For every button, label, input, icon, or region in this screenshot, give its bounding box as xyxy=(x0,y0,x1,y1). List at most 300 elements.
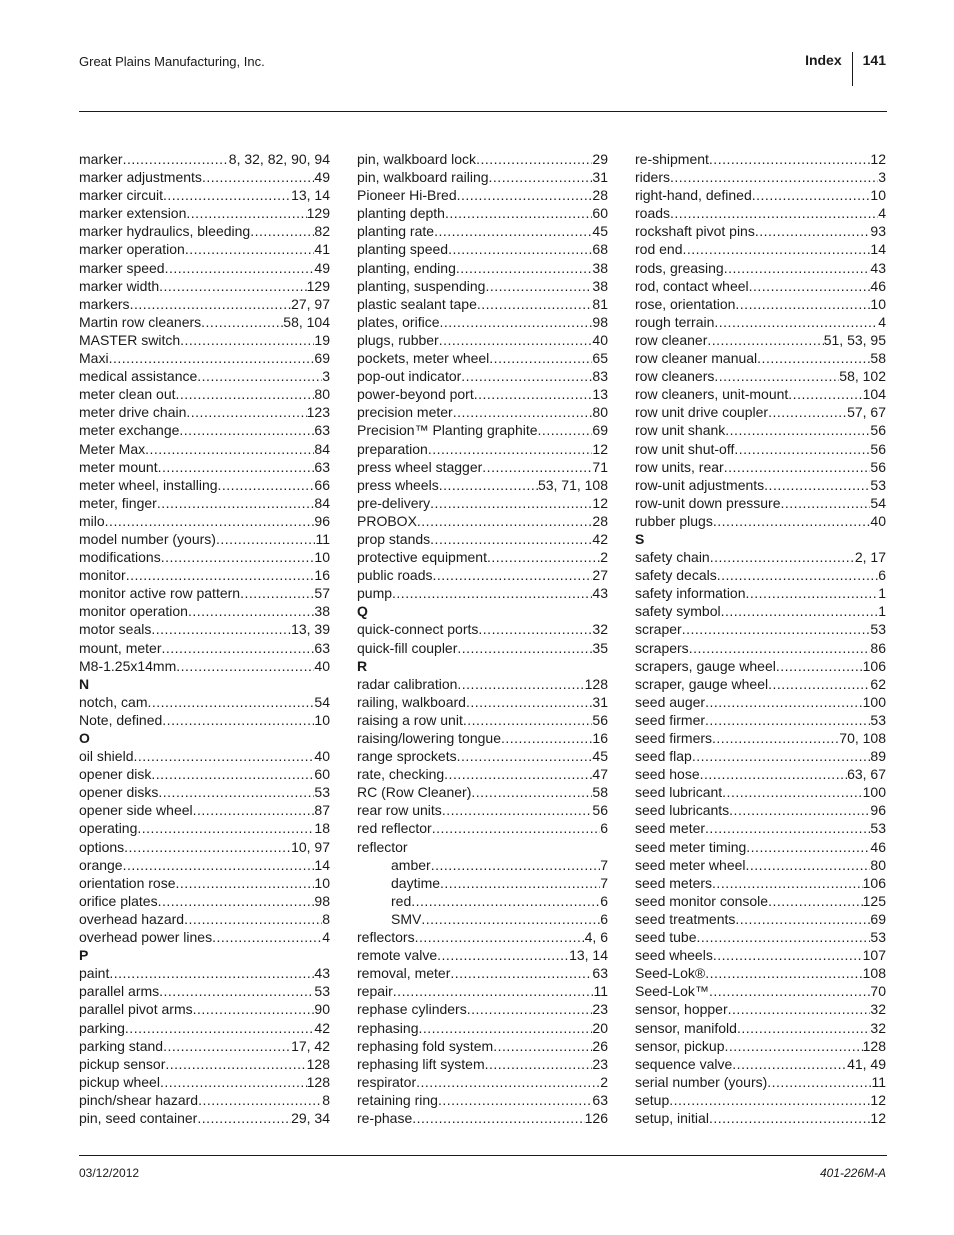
index-entry xyxy=(79,801,330,819)
dot-leader xyxy=(456,259,593,277)
dot-leader xyxy=(682,240,870,258)
index-page-refs: 43 xyxy=(870,259,886,276)
index-entry xyxy=(357,240,608,258)
index-page-refs: 8 xyxy=(322,910,330,927)
index-entry xyxy=(79,1037,330,1055)
index-page-refs: 66 xyxy=(314,476,330,493)
index-term: remote valve xyxy=(357,947,438,964)
dot-leader xyxy=(198,1091,322,1109)
index-term: Seed-Lok® xyxy=(635,965,706,982)
dot-leader xyxy=(476,150,592,168)
index-column-1 xyxy=(79,150,330,1127)
dot-leader xyxy=(712,729,839,747)
index-page-refs: 7 xyxy=(600,874,608,891)
dot-leader xyxy=(197,1109,291,1127)
index-page-refs: 53 xyxy=(870,820,886,837)
index-subentry xyxy=(357,874,608,892)
dot-leader xyxy=(489,349,592,367)
index-term: rod end xyxy=(635,241,683,258)
index-page-refs: 43 xyxy=(592,585,608,602)
index-term: Maxi xyxy=(79,350,109,367)
index-page-refs: 129 xyxy=(306,277,330,294)
index-page-refs: 81 xyxy=(592,295,608,312)
dot-leader xyxy=(493,1037,592,1055)
index-term: seed meter timing xyxy=(635,838,747,855)
index-entry xyxy=(357,620,608,638)
index-page-refs: 6 xyxy=(878,567,886,584)
dot-leader xyxy=(392,584,592,602)
index-entry xyxy=(635,819,886,837)
index-term: re-shipment xyxy=(635,151,709,167)
index-page-refs: 60 xyxy=(592,205,608,222)
index-term: seed hose xyxy=(635,766,700,783)
index-entry xyxy=(79,530,330,548)
index-term: rephasing lift system xyxy=(357,1055,485,1072)
dot-leader xyxy=(158,892,315,910)
dot-leader xyxy=(478,620,592,638)
index-term: retaining ring xyxy=(357,1091,438,1108)
index-entry xyxy=(357,295,608,313)
index-term: quick-fill coupler xyxy=(357,639,458,656)
index-term: public roads xyxy=(357,567,433,584)
index-term: marker circuit xyxy=(79,187,164,204)
dot-leader xyxy=(764,476,870,494)
index-page-refs: 56 xyxy=(592,711,608,728)
index-page-refs: 89 xyxy=(870,748,886,765)
index-page-refs: 40 xyxy=(592,331,608,348)
dot-leader xyxy=(714,367,839,385)
index-entry xyxy=(635,856,886,874)
index-entry xyxy=(357,458,608,476)
index-entry xyxy=(635,838,886,856)
index-page-refs: 2 xyxy=(600,549,608,566)
index-page-refs: 10 xyxy=(314,549,330,566)
index-entry xyxy=(79,892,330,910)
index-entry xyxy=(79,874,330,892)
dot-leader xyxy=(197,367,322,385)
index-term: seed tube xyxy=(635,929,697,946)
index-page-refs: 6 xyxy=(600,892,608,909)
index-term: marker xyxy=(79,151,123,167)
index-entry xyxy=(79,602,330,620)
index-page-refs: 11 xyxy=(871,1073,886,1090)
index-page-refs: 87 xyxy=(314,802,330,819)
index-entry xyxy=(79,1091,330,1109)
page-number: 141 xyxy=(862,52,886,68)
index-page-refs: 106 xyxy=(862,657,886,674)
index-term: parking stand xyxy=(79,1037,164,1054)
index-page-refs: 11 xyxy=(593,983,608,1000)
index-page-refs: 3 xyxy=(878,169,886,186)
index-term: roads xyxy=(635,205,671,222)
index-term: right-hand, defined xyxy=(635,187,752,204)
footer-rule xyxy=(79,1155,887,1156)
index-term: motor seals xyxy=(79,621,152,638)
index-term: seed monitor console xyxy=(635,892,769,909)
index-term: meter wheel, installing xyxy=(79,476,218,493)
index-term: parallel pivot arms xyxy=(79,1001,193,1018)
dot-leader xyxy=(485,1055,593,1073)
index-entry xyxy=(635,349,886,367)
index-page-refs: 41 xyxy=(314,241,330,258)
index-entry xyxy=(635,1055,886,1073)
index-page-refs: 126 xyxy=(584,1109,608,1126)
index-page-refs: 41, 49 xyxy=(847,1055,886,1072)
index-term: preparation xyxy=(357,440,428,457)
index-term: marker width xyxy=(79,277,160,294)
index-entry xyxy=(635,440,886,458)
index-term: row units, rear xyxy=(635,458,724,475)
index-term: monitor xyxy=(79,567,126,584)
index-page-refs: 80 xyxy=(870,856,886,873)
dot-leader xyxy=(670,204,878,222)
index-term: opener disks xyxy=(79,784,159,801)
index-entry xyxy=(635,602,886,620)
index-term: Pioneer Hi-Bred xyxy=(357,187,457,204)
index-term: opener side wheel xyxy=(79,802,193,819)
dot-leader xyxy=(713,512,871,530)
index-page-refs: 84 xyxy=(314,440,330,457)
index-term: seed auger xyxy=(635,693,706,710)
index-entry xyxy=(635,801,886,819)
index-entry xyxy=(357,313,608,331)
dot-leader xyxy=(709,1109,870,1127)
index-term: rear row units xyxy=(357,802,442,819)
dot-leader xyxy=(216,530,316,548)
dot-leader xyxy=(212,928,322,946)
index-entry xyxy=(357,838,608,856)
index-entry xyxy=(357,186,608,204)
dot-leader xyxy=(724,458,871,476)
dot-leader xyxy=(145,440,314,458)
index-page-refs: 86 xyxy=(870,639,886,656)
dot-leader xyxy=(450,964,592,982)
index-page-refs: 125 xyxy=(862,892,886,909)
dot-leader xyxy=(714,313,878,331)
index-page-refs: 56 xyxy=(870,440,886,457)
index-entry xyxy=(79,1000,330,1018)
index-term: meter, finger xyxy=(79,494,157,511)
dot-leader xyxy=(448,240,592,258)
index-term: raising/lowering tongue xyxy=(357,730,501,746)
index-entry xyxy=(79,711,330,729)
index-entry xyxy=(635,1091,886,1109)
dot-leader xyxy=(477,295,593,313)
index-entry xyxy=(635,1073,886,1091)
index-term: press wheel stagger xyxy=(357,458,483,475)
index-page-refs: 62 xyxy=(870,675,886,692)
index-entry xyxy=(79,910,330,928)
index-entry xyxy=(79,367,330,385)
index-term: raising a row unit xyxy=(357,711,463,728)
index-entry xyxy=(635,1000,886,1018)
index-entry xyxy=(635,693,886,711)
index-term: row cleaners xyxy=(635,368,715,385)
index-entry xyxy=(79,150,330,168)
index-entry xyxy=(635,892,886,910)
dot-leader xyxy=(439,313,592,331)
index-entry xyxy=(635,874,886,892)
dot-leader xyxy=(474,385,593,403)
index-page-refs: 56 xyxy=(592,802,608,819)
index-page-refs: 53 xyxy=(870,929,886,946)
index-term: opener disk xyxy=(79,766,152,783)
index-term: rough terrain xyxy=(635,313,715,330)
index-term: planting, suspending xyxy=(357,277,486,294)
index-entry xyxy=(635,584,886,602)
index-page-refs: 106 xyxy=(862,874,886,891)
index-entry xyxy=(357,1073,608,1091)
index-term: power-beyond port xyxy=(357,386,474,403)
index-term: pinch/shear hazard xyxy=(79,1091,199,1108)
index-page-refs: 129 xyxy=(306,205,330,222)
index-entry xyxy=(357,946,608,964)
dot-leader xyxy=(692,747,871,765)
index-entry xyxy=(357,964,608,982)
index-page-refs: 13, 14 xyxy=(291,187,330,204)
index-term: removal, meter xyxy=(357,965,451,982)
index-entry xyxy=(79,421,330,439)
dot-leader xyxy=(186,204,306,222)
index-letter-heading: O xyxy=(79,730,90,746)
index-page-refs: 1 xyxy=(878,603,886,620)
index-entry xyxy=(357,982,608,1000)
index-page-refs: 17, 42 xyxy=(291,1037,330,1054)
index-page-refs: 70, 108 xyxy=(839,730,886,746)
dot-leader xyxy=(160,1073,307,1091)
index-entry xyxy=(357,747,608,765)
dot-leader xyxy=(501,729,592,747)
index-page-refs: 56 xyxy=(870,458,886,475)
index-page-refs: 51, 53, 95 xyxy=(823,331,886,348)
index-term: pop-out indicator xyxy=(357,368,462,385)
index-entry xyxy=(79,512,330,530)
index-term: rephase cylinders xyxy=(357,1001,467,1018)
index-term: rods, greasing xyxy=(635,259,724,276)
index-page-refs: 98 xyxy=(314,892,330,909)
index-entry xyxy=(635,295,886,313)
index-page-refs: 40 xyxy=(870,512,886,529)
index-term: repair xyxy=(357,983,393,1000)
index-term: pickup sensor xyxy=(79,1055,166,1072)
index-term: plates, orifice xyxy=(357,313,440,330)
index-page-refs: 12 xyxy=(592,440,608,457)
index-term: sensor, hopper xyxy=(635,1001,728,1018)
index-page-refs: 4, 6 xyxy=(584,929,608,946)
dot-leader xyxy=(415,928,585,946)
index-term: rockshaft pivot pins xyxy=(635,223,755,240)
index-page-refs: 63 xyxy=(314,639,330,656)
index-column-2 xyxy=(357,150,608,1127)
index-entry xyxy=(357,729,608,747)
company-name: Great Plains Manufacturing, Inc. xyxy=(79,54,265,69)
index-term: pin, walkboard railing xyxy=(357,169,489,186)
index-term: planting, ending xyxy=(357,259,456,276)
index-entry xyxy=(357,331,608,349)
index-term: orientation rose xyxy=(79,874,176,891)
dot-leader xyxy=(705,711,870,729)
dot-leader xyxy=(538,421,593,439)
index-entry xyxy=(79,476,330,494)
section-title: Index xyxy=(805,52,842,68)
index-page-refs: 68 xyxy=(592,241,608,258)
index-term: planting rate xyxy=(357,223,435,240)
index-page-refs: 28 xyxy=(592,512,608,529)
index-term: meter exchange xyxy=(79,422,180,439)
dot-leader xyxy=(158,458,315,476)
index-entry xyxy=(357,566,608,584)
dot-leader xyxy=(193,801,315,819)
dot-leader xyxy=(147,693,314,711)
index-entry xyxy=(635,403,886,421)
dot-leader xyxy=(788,385,862,403)
index-term: safety chain xyxy=(635,549,710,566)
index-page-refs: 123 xyxy=(306,404,330,421)
index-entry xyxy=(635,675,886,693)
index-term: overhead hazard xyxy=(79,910,185,927)
index-term: precision meter xyxy=(357,404,453,421)
index-page-refs: 38 xyxy=(314,603,330,620)
index-term: mount, meter xyxy=(79,639,162,656)
index-term: reflector xyxy=(357,838,408,855)
index-entry xyxy=(635,385,886,403)
index-entry xyxy=(357,928,608,946)
index-page-refs: 69 xyxy=(314,350,330,367)
header-rule xyxy=(79,111,887,112)
dot-leader xyxy=(411,892,600,910)
dot-leader xyxy=(689,639,871,657)
index-letter-heading: P xyxy=(79,947,89,964)
index-page-refs: 40 xyxy=(314,748,330,765)
index-entry xyxy=(357,530,608,548)
index-page-refs: 54 xyxy=(314,693,330,710)
index-page-refs: 4 xyxy=(878,205,886,222)
dot-leader xyxy=(463,711,593,729)
index-term: amber xyxy=(391,856,431,873)
index-page-refs: 45 xyxy=(592,223,608,240)
index-term: rod, contact wheel xyxy=(635,277,749,294)
index-entry xyxy=(357,1037,608,1055)
index-page-refs: 13, 14 xyxy=(569,947,608,964)
index-page-refs: 58, 104 xyxy=(283,313,330,330)
index-entry xyxy=(635,1109,886,1127)
index-term: serial number (yours) xyxy=(635,1073,768,1090)
index-entry xyxy=(79,259,330,277)
index-page-refs: 27 xyxy=(592,567,608,584)
dot-leader xyxy=(416,1073,600,1091)
dot-leader xyxy=(705,693,863,711)
index-entry xyxy=(357,711,608,729)
dot-leader xyxy=(746,838,870,856)
index-entry xyxy=(357,204,608,222)
dot-leader xyxy=(439,476,538,494)
index-page-refs: 128 xyxy=(862,1037,886,1054)
index-page-refs: 14 xyxy=(314,856,330,873)
index-term: seed flap xyxy=(635,748,692,765)
index-entry xyxy=(79,240,330,258)
index-term: medical assistance xyxy=(79,368,198,385)
index-term: riders xyxy=(635,169,671,186)
index-term: orifice plates xyxy=(79,892,158,909)
index-term: meter drive chain xyxy=(79,404,187,421)
footer-date: 03/12/2012 xyxy=(79,1166,140,1180)
index-entry xyxy=(635,964,886,982)
dot-leader xyxy=(437,946,569,964)
index-term: safety decals xyxy=(635,567,717,584)
dot-leader xyxy=(713,946,863,964)
dot-leader xyxy=(729,801,870,819)
footer-doc-number: 401-226M-A xyxy=(819,1166,886,1180)
index-page-refs: 58, 102 xyxy=(839,368,886,385)
index-term: planting depth xyxy=(357,205,445,222)
index-term: operating xyxy=(79,820,138,837)
dot-leader xyxy=(734,440,870,458)
dot-leader xyxy=(457,747,593,765)
index-term: seed treatments xyxy=(635,910,736,927)
index-entry xyxy=(635,566,886,584)
index-term: meter clean out xyxy=(79,386,176,403)
index-entry xyxy=(357,168,608,186)
index-entry xyxy=(79,458,330,476)
index-term: scrapers, gauge wheel xyxy=(635,657,776,674)
index-entry xyxy=(357,403,608,421)
index-letter-heading: S xyxy=(635,530,645,547)
dot-leader xyxy=(109,349,315,367)
index-entry xyxy=(635,476,886,494)
index-page-refs: 32 xyxy=(870,1019,886,1036)
index-page-refs: 53 xyxy=(314,983,330,1000)
index-term: options xyxy=(79,838,125,855)
index-entry xyxy=(635,150,886,168)
dot-leader xyxy=(123,150,229,168)
index-term: monitor active row pattern xyxy=(79,585,241,602)
index-entry xyxy=(357,819,608,837)
index-page-refs: 53, 71, 108 xyxy=(537,476,608,493)
index-page-refs: 10 xyxy=(314,874,330,891)
index-term: MASTER switch xyxy=(79,331,181,348)
index-page-refs: 49 xyxy=(314,259,330,276)
index-page-refs: 80 xyxy=(314,386,330,403)
dot-leader xyxy=(421,910,600,928)
dot-leader xyxy=(165,259,315,277)
index-term: scraper, gauge wheel xyxy=(635,675,769,692)
dot-leader xyxy=(467,1000,593,1018)
index-term: seed firmers xyxy=(635,730,713,746)
dot-leader xyxy=(430,494,592,512)
index-term: sequence valve xyxy=(635,1055,733,1072)
index-term: marker hydraulics, bleeding xyxy=(79,223,251,240)
index-entry xyxy=(635,204,886,222)
dot-leader xyxy=(705,819,870,837)
index-page-refs: 58 xyxy=(592,784,608,801)
index-term: rephasing xyxy=(357,1019,419,1036)
index-entry xyxy=(79,313,330,331)
index-term: row unit shut-off xyxy=(635,440,735,457)
index-page-refs: 16 xyxy=(592,730,608,746)
dot-leader xyxy=(442,801,593,819)
dot-leader xyxy=(466,693,592,711)
index-entry xyxy=(79,783,330,801)
index-entry xyxy=(79,1073,330,1091)
index-term: Precision™ Planting graphite xyxy=(357,422,538,439)
index-term: meter mount xyxy=(79,458,158,475)
index-page-refs: 4 xyxy=(878,313,886,330)
dot-leader xyxy=(445,204,592,222)
index-page-refs: 14 xyxy=(870,241,886,258)
dot-leader xyxy=(461,367,592,385)
index-entry xyxy=(357,584,608,602)
index-page-refs: 108 xyxy=(862,965,886,982)
